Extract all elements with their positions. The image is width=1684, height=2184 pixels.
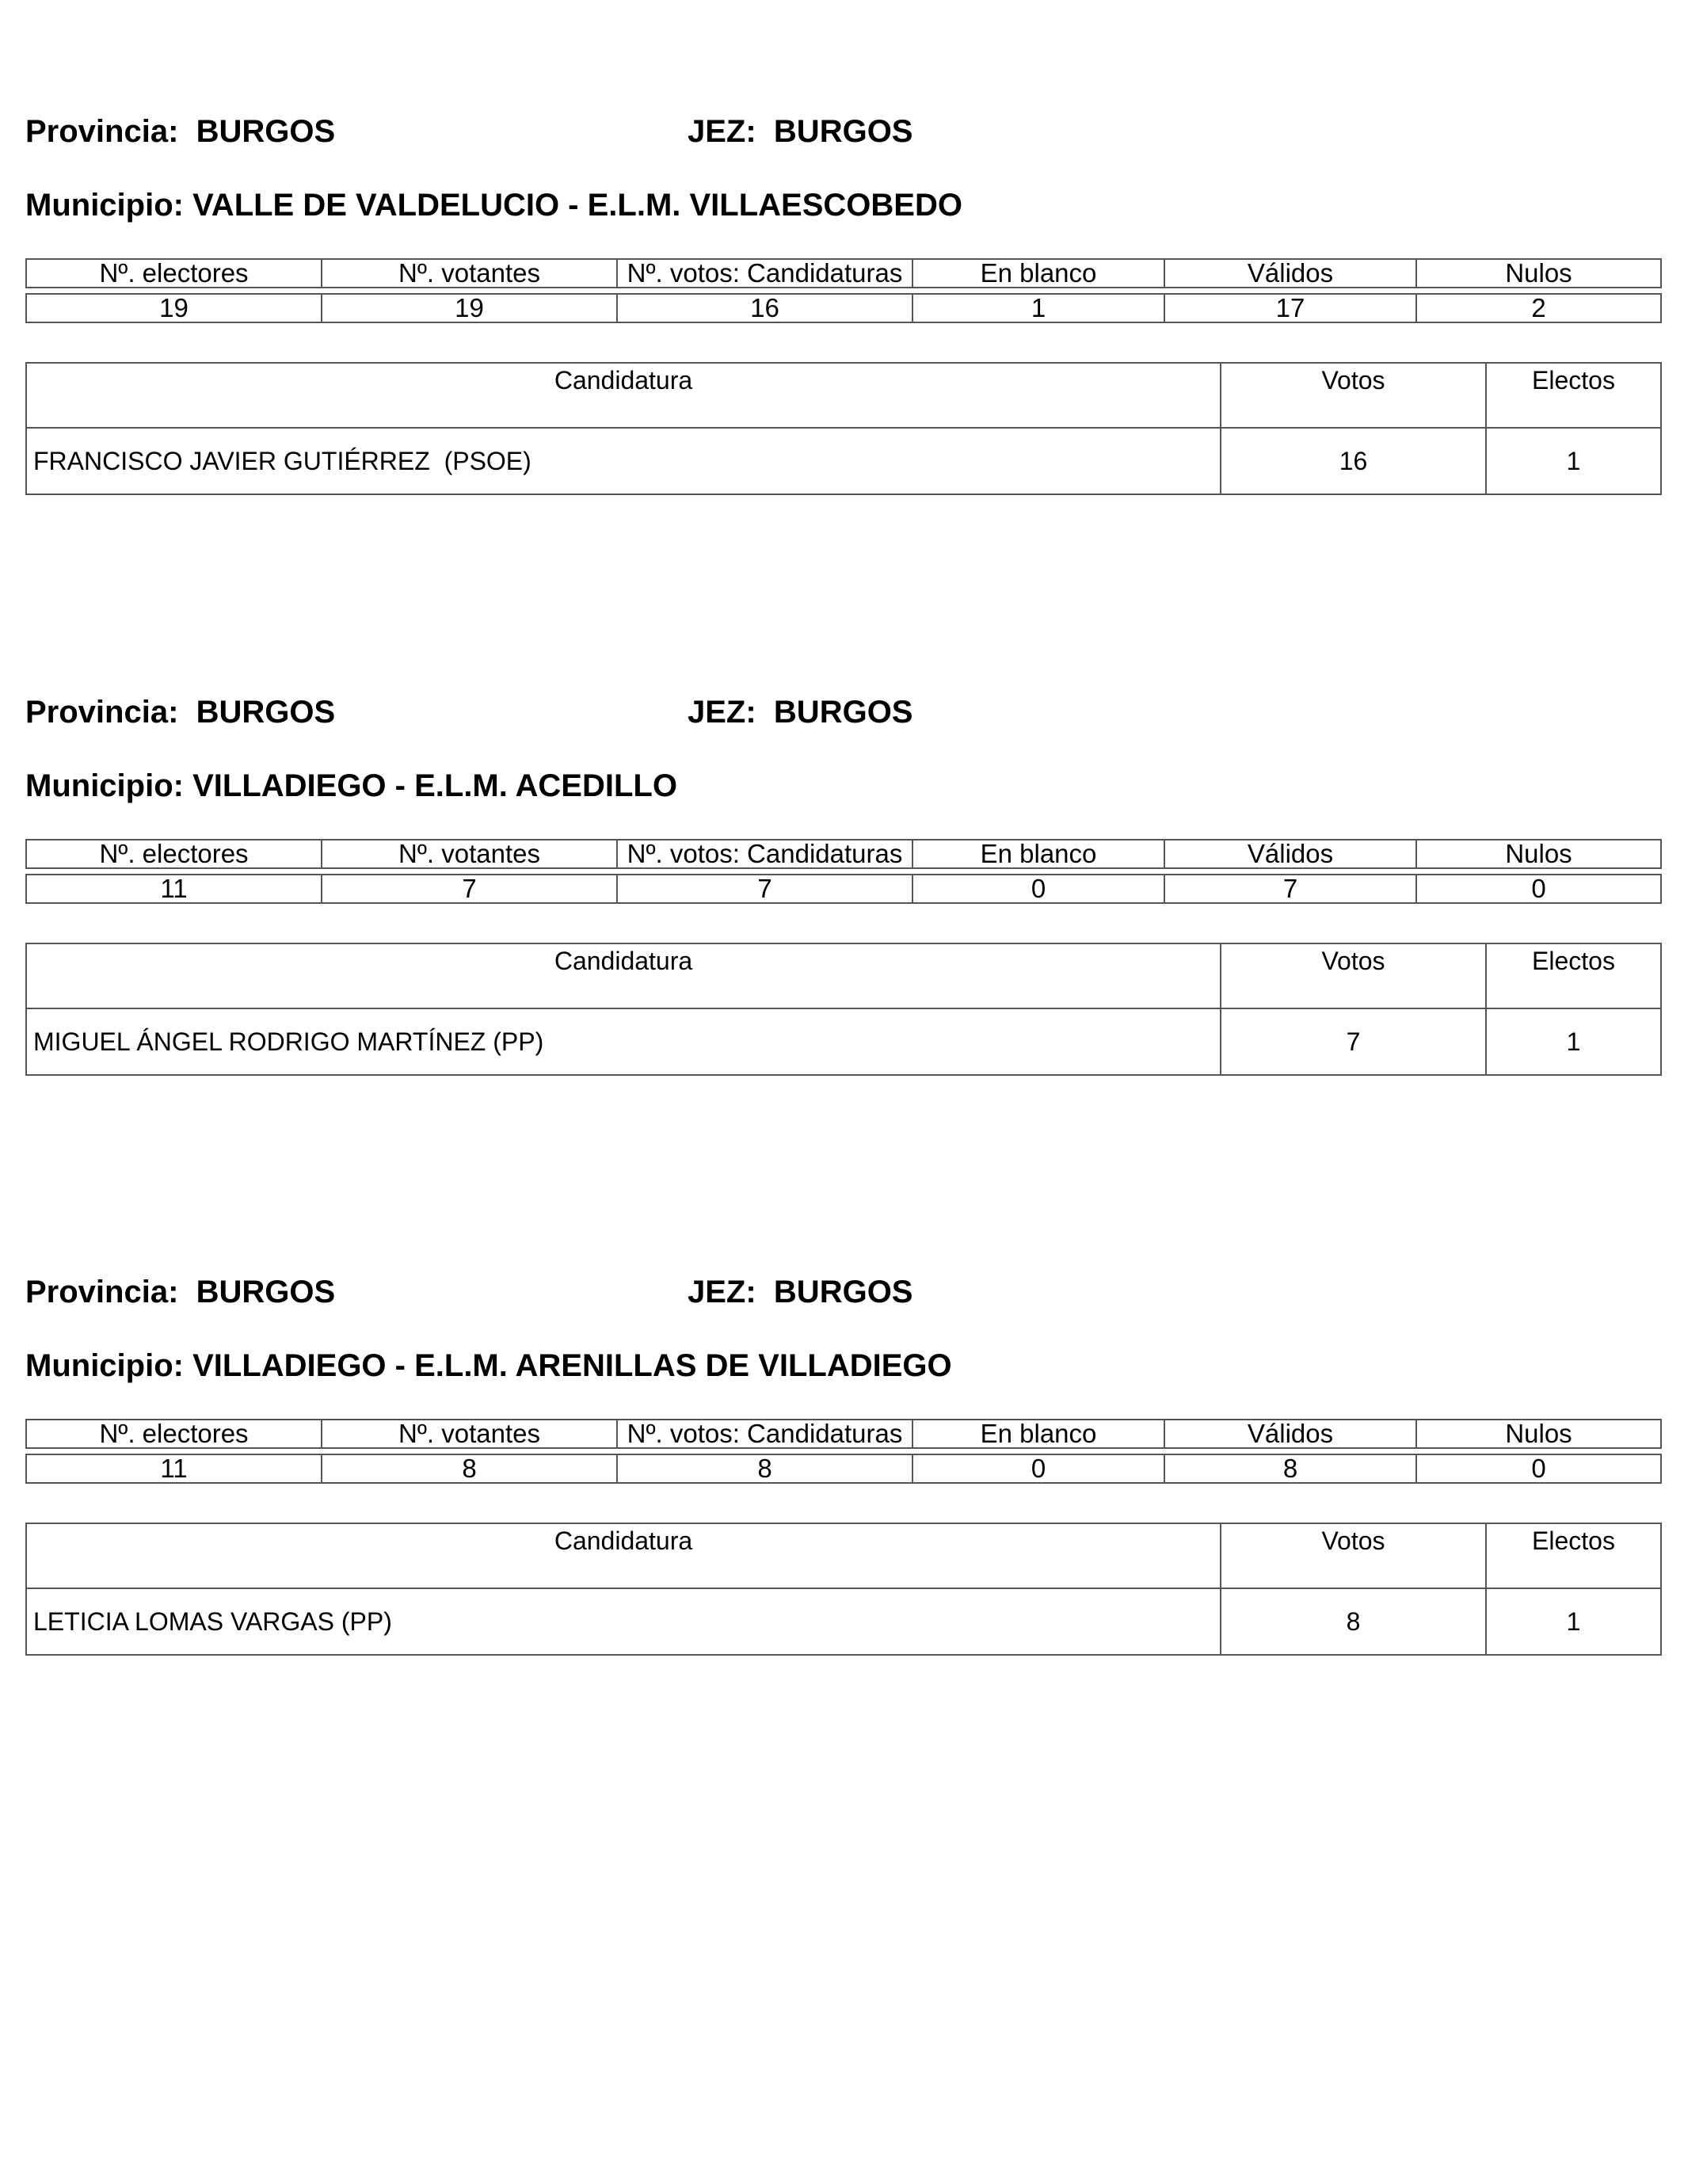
provincia-label: Provincia:: [25, 114, 179, 149]
table-row: [26, 428, 1661, 494]
provincia-label: Provincia:: [25, 695, 179, 730]
provincia-value: BURGOS: [196, 695, 336, 730]
candidates-table: [25, 1523, 1662, 1656]
header-validos: Válidos: [1164, 840, 1416, 868]
municipio-line: [25, 767, 677, 805]
election-section: [25, 1161, 1660, 1636]
value-en-blanco: 1: [912, 294, 1164, 322]
stats-values-table: [25, 1454, 1662, 1484]
candidate-votos: 7: [1221, 1008, 1486, 1075]
election-section: [25, 581, 1660, 1056]
value-votos-candidaturas: 8: [617, 1454, 912, 1483]
jez-line: [688, 112, 913, 151]
jez-value: BURGOS: [773, 1275, 913, 1309]
header-votantes: Nº. votantes: [322, 1420, 617, 1448]
header-candidatura: Candidatura: [26, 943, 1221, 1008]
candidate-votos: 8: [1221, 1588, 1486, 1655]
value-votos-candidaturas: 7: [617, 875, 912, 903]
header-validos: Válidos: [1164, 259, 1416, 288]
header-candidatura: Candidatura: [26, 1523, 1221, 1588]
header-validos: Válidos: [1164, 1420, 1416, 1448]
provincia-value: BURGOS: [196, 114, 336, 149]
municipio-label: Municipio:: [25, 1348, 184, 1383]
header-electores: Nº. electores: [26, 840, 322, 868]
provincia-value: BURGOS: [196, 1275, 336, 1309]
municipio-line: [25, 1347, 952, 1385]
header-nulos: Nulos: [1416, 259, 1661, 288]
provincia-line: [25, 693, 335, 731]
header-en-blanco: En blanco: [912, 259, 1164, 288]
header-en-blanco: En blanco: [912, 840, 1164, 868]
value-nulos: 2: [1416, 294, 1661, 322]
provincia-line: [25, 112, 335, 151]
header-votantes: Nº. votantes: [322, 259, 617, 288]
header-nulos: Nulos: [1416, 1420, 1661, 1448]
municipio-label: Municipio:: [25, 768, 184, 803]
value-validos: 7: [1164, 875, 1416, 903]
value-validos: 8: [1164, 1454, 1416, 1483]
stats-header-table: [25, 258, 1662, 288]
provincia-label: Provincia:: [25, 1275, 179, 1309]
jez-line: [688, 693, 913, 731]
election-section: [25, 0, 1660, 475]
value-validos: 17: [1164, 294, 1416, 322]
value-nulos: 0: [1416, 875, 1661, 903]
municipio-line: [25, 186, 962, 224]
municipio-value: VILLADIEGO - E.L.M. ARENILLAS DE VILLADIEGO: [192, 1348, 952, 1383]
provincia-line: [25, 1273, 335, 1311]
stats-values-table: [25, 293, 1662, 323]
stats-header-table: [25, 839, 1662, 869]
candidate-name: FRANCISCO JAVIER GUTIÉRREZ (PSOE): [26, 428, 1221, 494]
header-votos-candidaturas: Nº. votos: Candidaturas: [617, 1420, 912, 1448]
header-electos: Electos: [1486, 363, 1661, 428]
header-nulos: Nulos: [1416, 840, 1661, 868]
header-votantes: Nº. votantes: [322, 840, 617, 868]
value-nulos: 0: [1416, 1454, 1661, 1483]
value-electores: 11: [26, 875, 322, 903]
municipio-value: VALLE DE VALDELUCIO - E.L.M. VILLAESCOBEDO: [192, 188, 962, 223]
header-en-blanco: En blanco: [912, 1420, 1164, 1448]
candidates-table: [25, 943, 1662, 1076]
value-electores: 19: [26, 294, 322, 322]
jez-value: BURGOS: [773, 114, 913, 149]
candidate-votos: 16: [1221, 428, 1486, 494]
jez-label: JEZ:: [688, 1275, 756, 1309]
value-electores: 11: [26, 1454, 322, 1483]
municipio-label: Municipio:: [25, 188, 184, 223]
candidate-name: LETICIA LOMAS VARGAS (PP): [26, 1588, 1221, 1655]
header-candidatura: Candidatura: [26, 363, 1221, 428]
candidate-electos: 1: [1486, 1588, 1661, 1655]
candidate-electos: 1: [1486, 428, 1661, 494]
value-votos-candidaturas: 16: [617, 294, 912, 322]
municipio-value: VILLADIEGO - E.L.M. ACEDILLO: [192, 768, 677, 803]
header-votos-candidaturas: Nº. votos: Candidaturas: [617, 259, 912, 288]
header-votos: Votos: [1221, 1523, 1486, 1588]
jez-value: BURGOS: [773, 695, 913, 730]
jez-label: JEZ:: [688, 695, 756, 730]
header-votos: Votos: [1221, 363, 1486, 428]
value-en-blanco: 0: [912, 1454, 1164, 1483]
header-votos-candidaturas: Nº. votos: Candidaturas: [617, 840, 912, 868]
table-row: [26, 1588, 1661, 1655]
candidates-table: [25, 362, 1662, 495]
table-row: [26, 1008, 1661, 1075]
value-votantes: 8: [322, 1454, 617, 1483]
jez-line: [688, 1273, 913, 1311]
stats-values-table: [25, 874, 1662, 904]
stats-header-table: [25, 1419, 1662, 1449]
value-en-blanco: 0: [912, 875, 1164, 903]
header-votos: Votos: [1221, 943, 1486, 1008]
header-electores: Nº. electores: [26, 1420, 322, 1448]
value-votantes: 19: [322, 294, 617, 322]
header-electos: Electos: [1486, 943, 1661, 1008]
candidate-name: MIGUEL ÁNGEL RODRIGO MARTÍNEZ (PP): [26, 1008, 1221, 1075]
jez-label: JEZ:: [688, 114, 756, 149]
candidate-electos: 1: [1486, 1008, 1661, 1075]
value-votantes: 7: [322, 875, 617, 903]
header-electores: Nº. electores: [26, 259, 322, 288]
header-electos: Electos: [1486, 1523, 1661, 1588]
